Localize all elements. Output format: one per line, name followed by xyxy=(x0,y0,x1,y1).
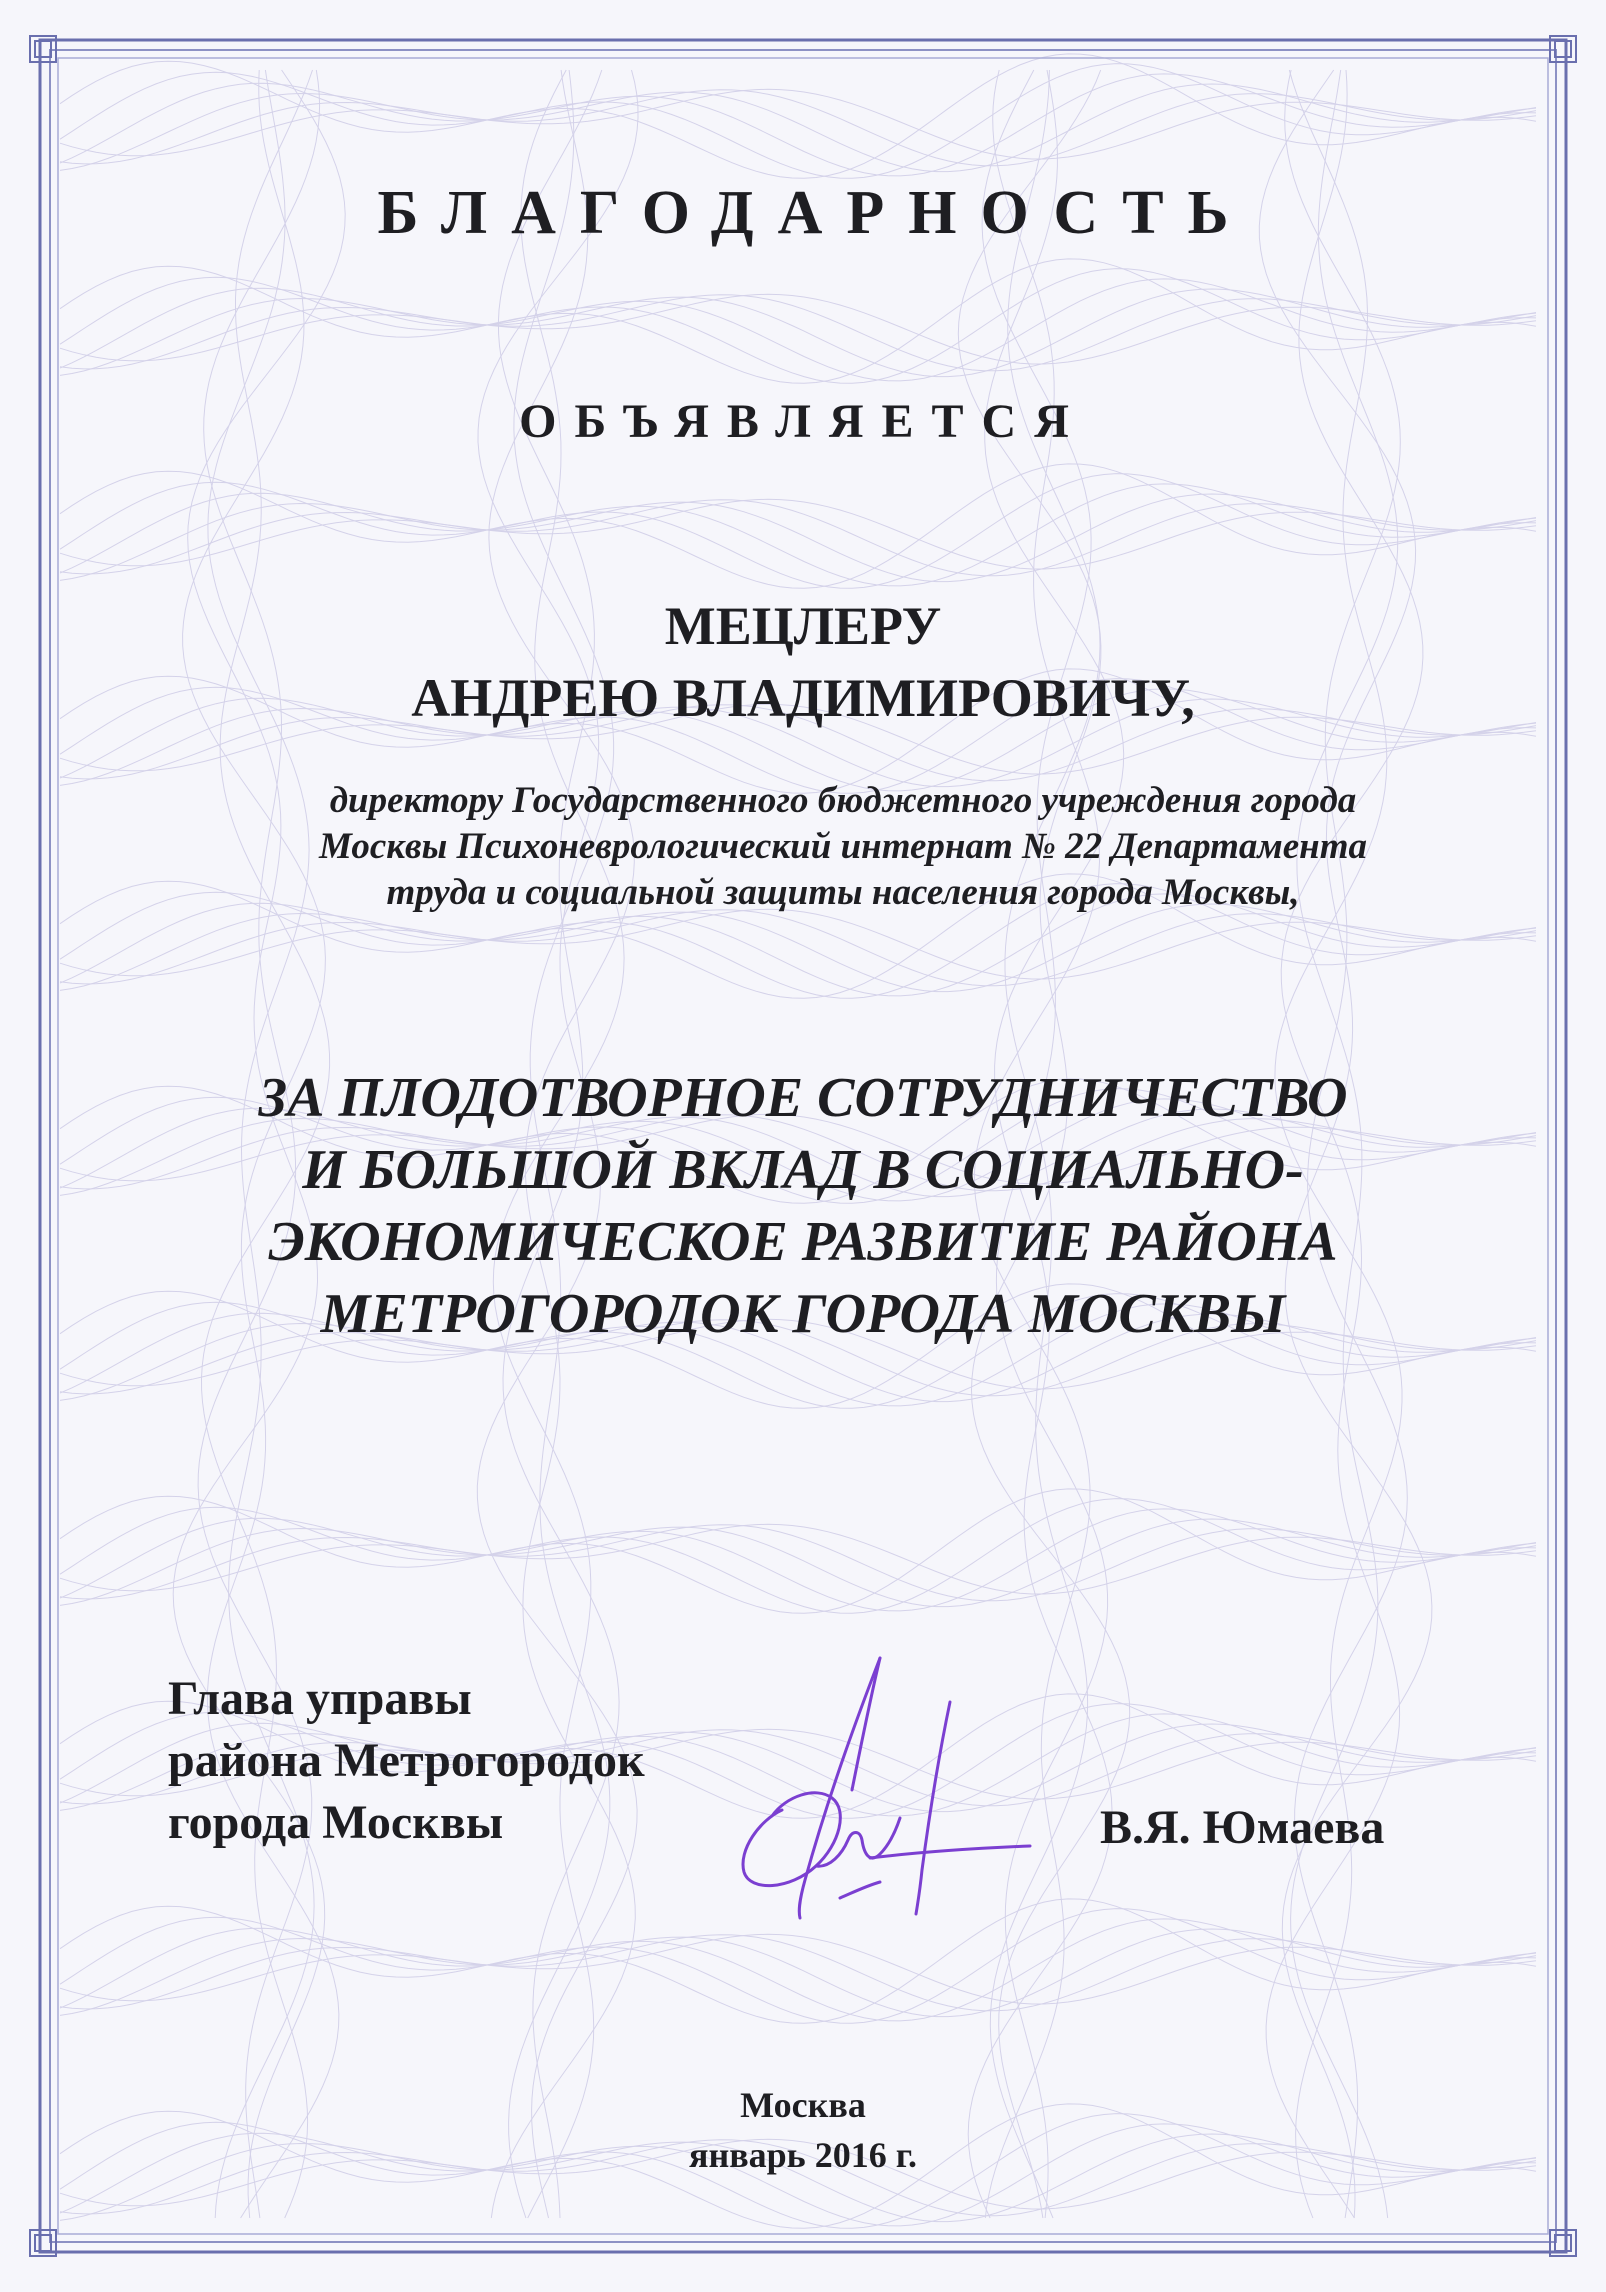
signer-title xyxy=(168,1668,645,1854)
announce-heading: ОБЪЯВЛЯЕТСЯ xyxy=(519,395,1087,448)
reason-line-3: ЭКОНОМИЧЕСКОЕ РАЗВИТИЕ РАЙОНА xyxy=(268,1211,1338,1273)
reason-line-1: ЗА ПЛОДОТВОРНОЕ СОТРУДНИЧЕСТВО xyxy=(258,1067,1348,1129)
signer-title-line-2: района Метрогородок xyxy=(168,1734,645,1787)
recipient-position xyxy=(0,778,1606,916)
recipient-surname: МЕЦЛЕРУ xyxy=(664,596,942,656)
reason-line-2: И БОЛЬШОЙ ВКЛАД В СОЦИАЛЬНО- xyxy=(302,1139,1304,1201)
handwritten-signature-icon xyxy=(720,1640,1040,1940)
date: январь 2016 г. xyxy=(688,2135,917,2175)
signer-title-line-1: Глава управы xyxy=(168,1672,472,1725)
recipient-name xyxy=(0,590,1606,734)
recipient-given-names: АНДРЕЮ ВЛАДИМИРОВИЧУ, xyxy=(411,668,1195,728)
signer-name: В.Я. Юмаева xyxy=(1100,1801,1385,1854)
place-and-date xyxy=(0,2080,1606,2180)
position-line-2: Москвы Психоневрологический интернат № 22 Департамента xyxy=(318,826,1367,867)
position-line-1: директору Государственного бюджетного учреждения города xyxy=(329,780,1357,821)
reason-line-4: МЕТРОГОРОДОК ГОРОДА МОСКВЫ xyxy=(320,1283,1286,1345)
place: Москва xyxy=(740,2085,866,2125)
position-line-3: труда и социальной защиты населения города Москвы, xyxy=(386,872,1300,913)
document-title: БЛАГОДАРНОСТЬ xyxy=(377,179,1253,247)
signer-title-line-3: города Москвы xyxy=(168,1796,504,1849)
award-reason xyxy=(0,1062,1606,1350)
